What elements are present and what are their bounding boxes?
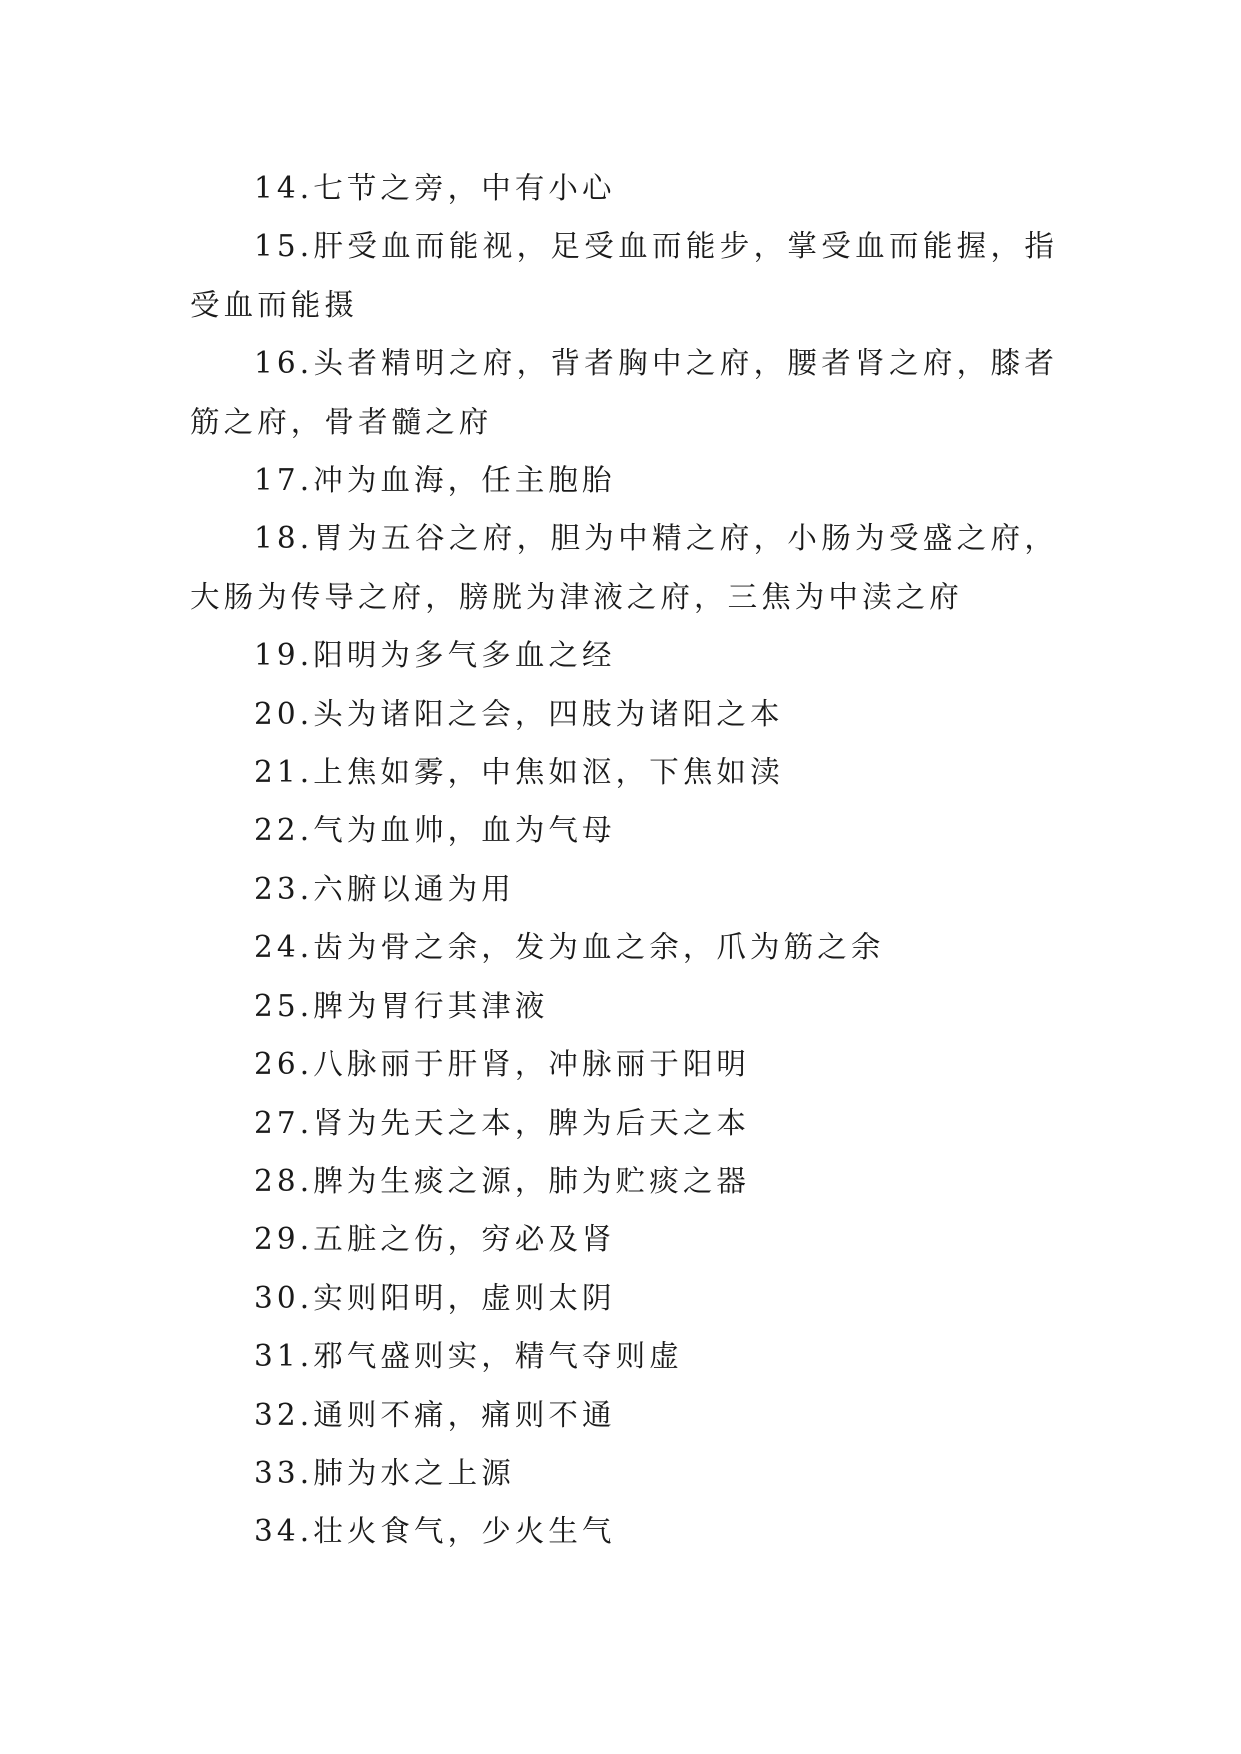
list-item: 28.脾为生痰之源，肺为贮痰之器 [254, 1163, 751, 1198]
list-item: 30.实则阳明，虚则太阴 [254, 1280, 616, 1315]
list-item: 14.七节之旁，中有小心 [254, 171, 616, 205]
list-item: 25.脾为胃行其津液 [254, 988, 549, 1023]
list-item: 23.六腑以通为用 [254, 871, 515, 906]
list-item: 22.气为血帅，血为气母 [254, 813, 616, 848]
list-item: 19.阳明为多气多血之经 [254, 638, 616, 673]
list-item: 16.头者精明之府，背者胸中之府，腰者肾之府，膝者筋之府，骨者髓之府 [190, 346, 1058, 439]
list-item: 15.肝受血而能视，足受血而能步，掌受血而能握，指受血而能摄 [190, 229, 1058, 322]
list-item: 18.胃为五谷之府，胆为中精之府，小肠为受盛之府，大肠为传导之府，膀胱为津液之府，三焦为中渎之府 [190, 521, 1058, 614]
list-item: 24.齿为骨之余，发为血之余，爪为筋之余 [254, 930, 885, 965]
list-item: 34.壮火食气，少火生气 [254, 1514, 616, 1549]
list-item: 21.上焦如雾，中焦如沤，下焦如渎 [254, 755, 784, 790]
list-item: 31.邪气盛则实，精气夺则虚 [254, 1339, 683, 1374]
list-item: 33.肺为水之上源 [254, 1455, 515, 1490]
document-body [190, 159, 1058, 1561]
list-item: 32.通则不痛，痛则不通 [254, 1397, 616, 1432]
list-item: 20.头为诸阳之会，四肢为诸阳之本 [254, 696, 784, 731]
list-item: 29.五脏之伤，穷必及肾 [254, 1222, 616, 1257]
list-item: 17.冲为血海，任主胞胎 [254, 463, 616, 498]
list-item: 26.八脉丽于肝肾，冲脉丽于阳明 [254, 1047, 751, 1082]
list-item: 27.肾为先天之本，脾为后天之本 [254, 1105, 751, 1140]
